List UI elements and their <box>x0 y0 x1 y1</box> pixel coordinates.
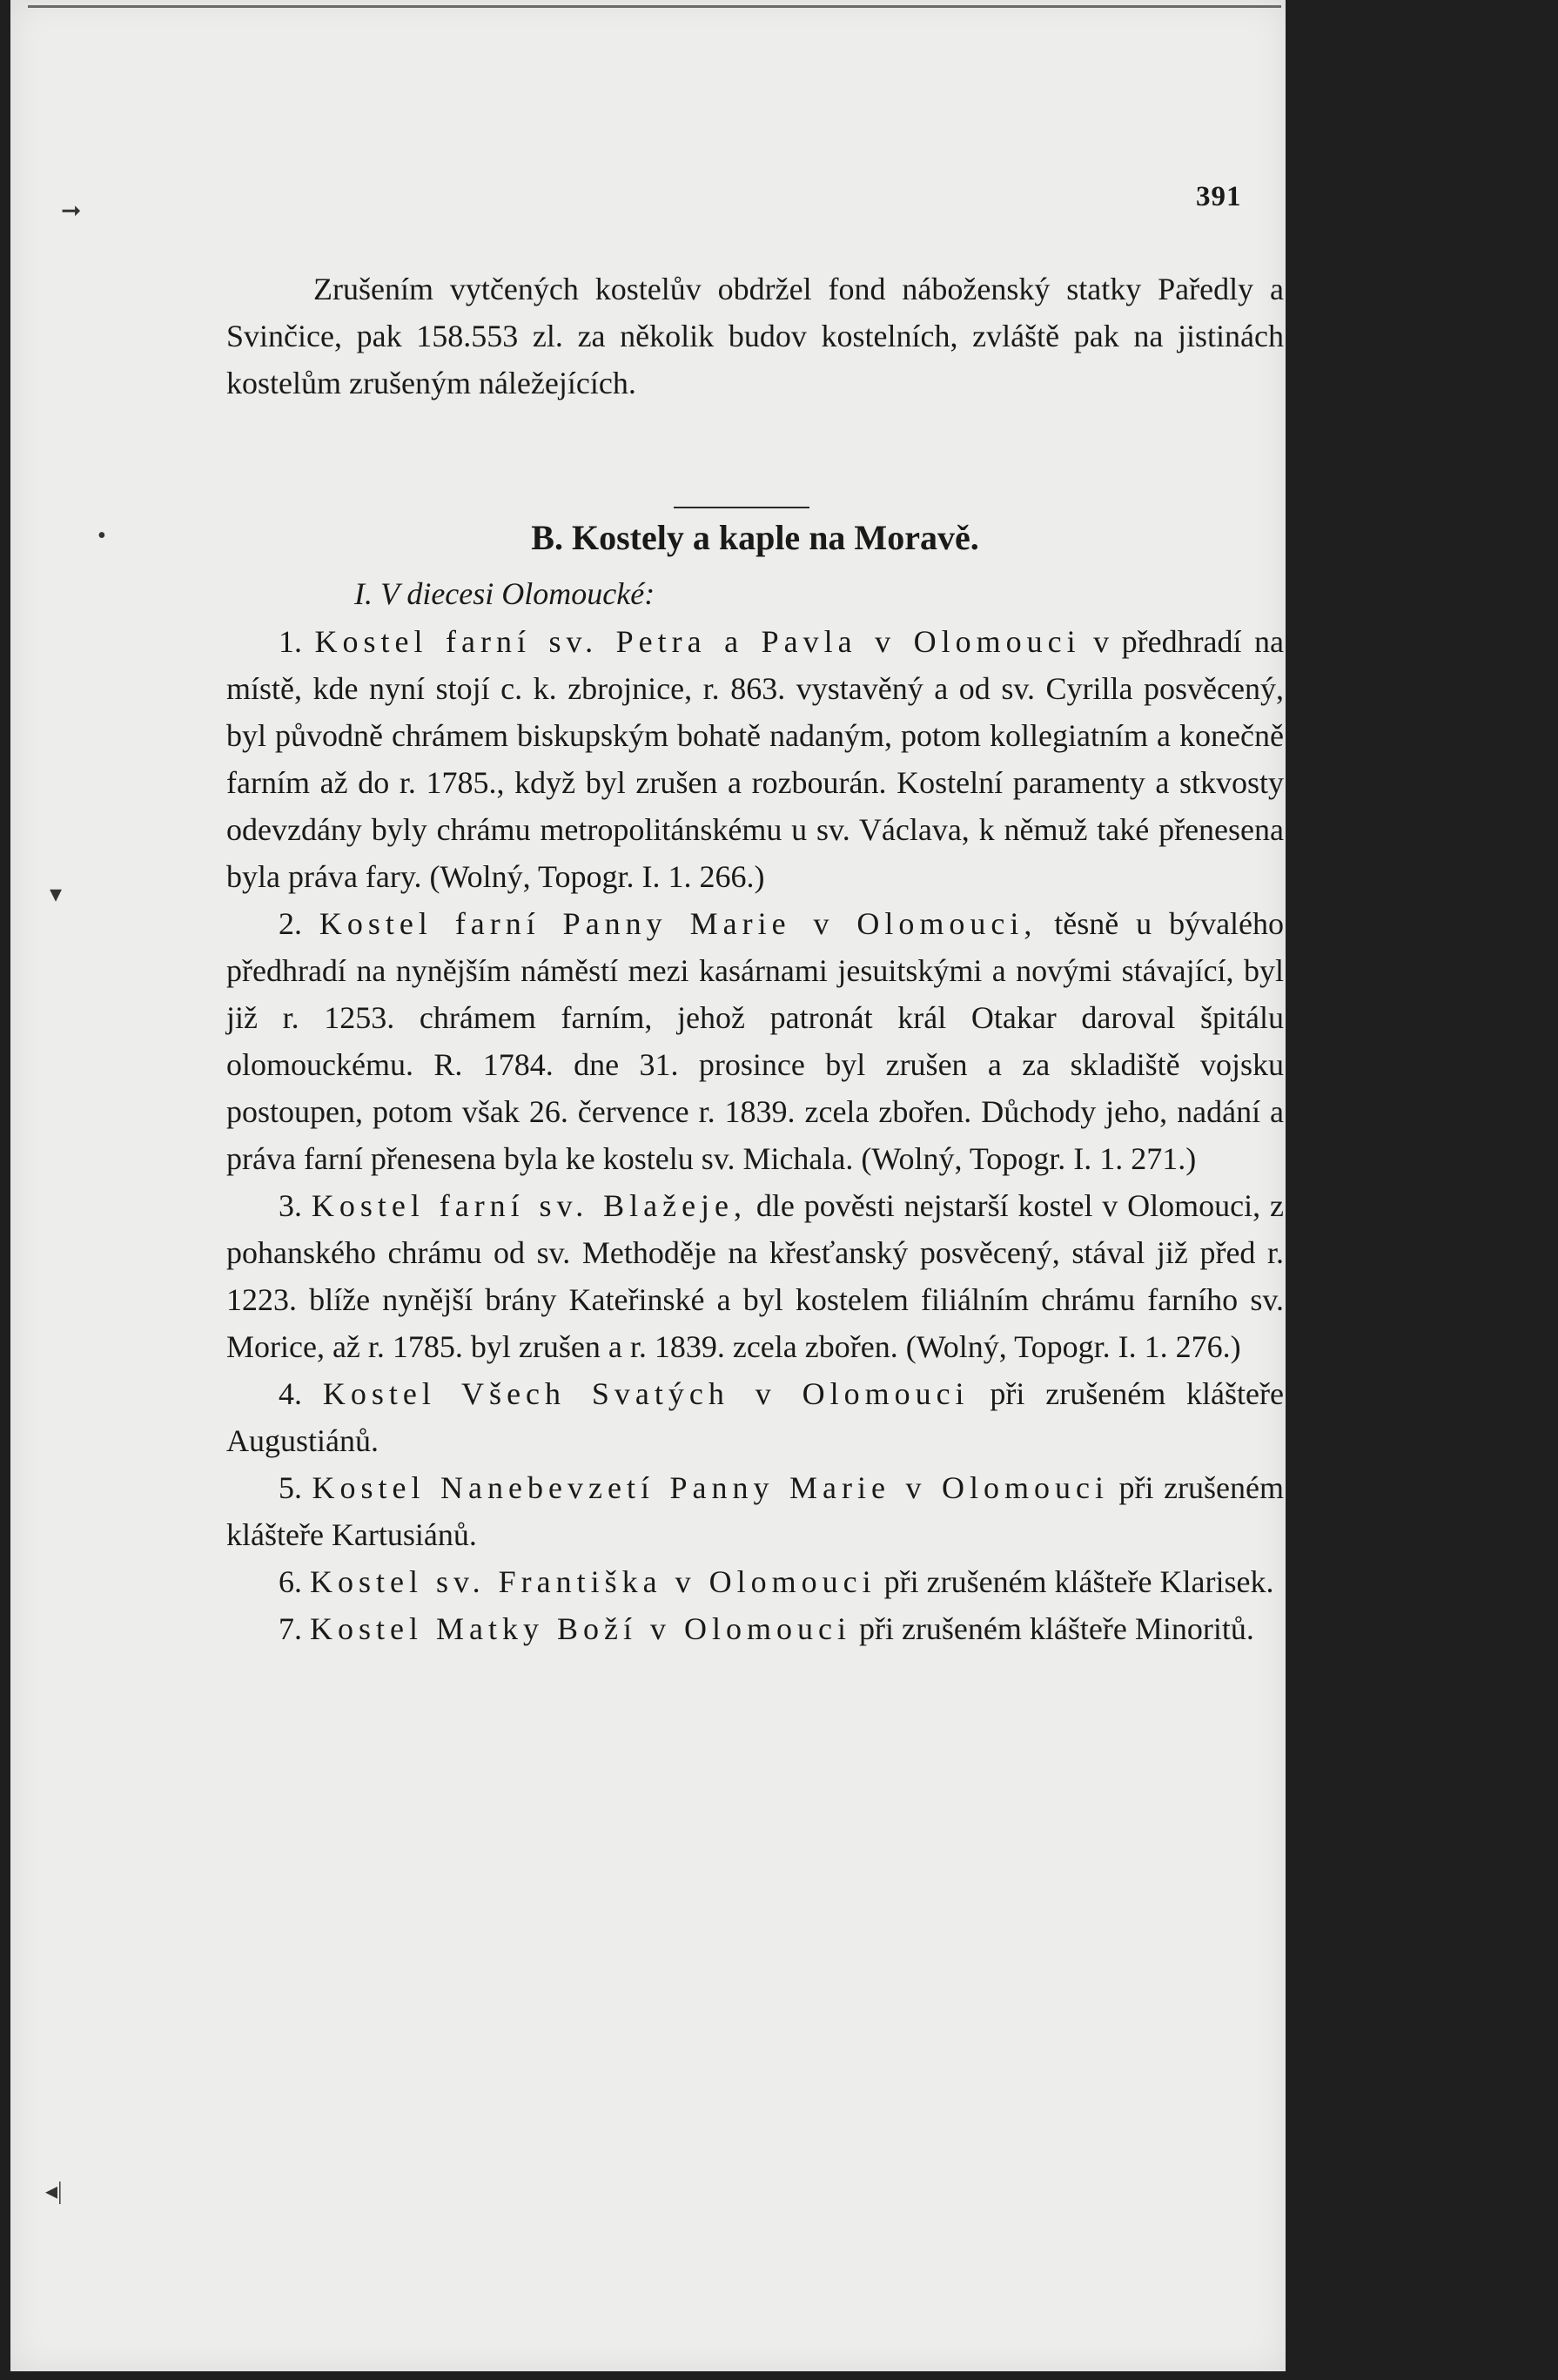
diocese-subheading: I. V diecesi Olomoucké: <box>354 576 655 611</box>
section-heading: B. Kostely a kaple na Moravě. <box>531 518 979 557</box>
entry-number: 6. <box>279 1564 302 1599</box>
entry-text: při zrušeném klášteře Augustiánů. <box>226 1376 1284 1458</box>
entry-1 <box>226 618 1284 900</box>
entry-number: 3. <box>279 1188 302 1223</box>
page-number: 391 <box>1196 181 1242 212</box>
margin-dot: • <box>97 522 106 549</box>
entry-3 <box>226 1182 1284 1370</box>
entry-number: 1. <box>279 624 302 659</box>
entry-text: při zrušeném klášteře Kartusiánů. <box>226 1470 1285 1552</box>
entry-number: 5. <box>279 1470 302 1505</box>
margin-mark: ➞ <box>61 198 82 225</box>
entry-number: 4. <box>279 1376 302 1411</box>
entry-church-name: Kostel farní sv. Blažeje, <box>311 1188 748 1223</box>
entry-6 <box>226 1558 1284 1605</box>
entry-church-name: Kostel Matky Boží v Olomouci <box>310 1611 851 1646</box>
top-rule <box>28 5 1281 8</box>
margin-mark: ▾ <box>50 881 63 908</box>
entry-text: těsně u bývalého předhradí na nynějším náměstí mezi kasárnami jesuitskými a novými stávající, byl již r. 1253. chrámem farním, jehož patronát král Otakar daroval špitálu olomouckému. R. 1784. dne 31. prosince byl zrušen a za skladiště vojsku postoupen, potom však 26. července r. 1839. zcela zbořen. Důchody jeho, nadání a práva farní přenesena byla ke kostelu sv. Michala. (Wolný, Topogr. I. 1. 271.) <box>226 906 1285 1176</box>
entry-church-name: Kostel Nanebevzetí Panny Marie v Olomouci <box>312 1470 1110 1505</box>
entry-5 <box>226 1464 1284 1558</box>
intro-paragraph: Zrušením vytčených kostelův obdržel fond náboženský statky Paředly a Svinčice, pak 158.553 zl. za několik budov kostelních, zvláště pak na jistinách kostelům zrušeným náležejících. <box>226 272 1284 400</box>
entry-2 <box>226 900 1284 1182</box>
entry-7 <box>226 1605 1284 1652</box>
entry-church-name: Kostel farní sv. Petra a Pavla v Olomouci <box>314 624 1081 659</box>
entry-list <box>226 618 1284 1652</box>
entry-4 <box>226 1370 1284 1464</box>
entry-church-name: Kostel farní Panny Marie v Olomouci, <box>319 906 1038 941</box>
entry-text: dle pověsti nejstarší kostel v Olomouci, z pohanského chrámu od sv. Methoděje na křesťanský posvěcený, stával již před r. 1223. blíže nynější brány Kateřinské a byl kostelem filiálním chrámu farního sv. Morice, až r. 1785. byl zrušen a r. 1839. zcela zbořen. (Wolný, Topogr. I. 1. 276.) <box>226 1188 1285 1364</box>
entry-church-name: Kostel sv. Františka v Olomouci <box>310 1564 876 1599</box>
entry-church-name: Kostel Všech Svatých v Olomouci <box>322 1376 970 1411</box>
entry-number: 2. <box>279 906 302 941</box>
margin-mark: ◂| <box>45 2178 63 2205</box>
entry-number: 7. <box>279 1611 302 1646</box>
entry-text: při zrušeném klášteře Klarisek. <box>883 1564 1274 1599</box>
book-page <box>10 0 1286 2371</box>
section-divider <box>674 507 809 508</box>
entry-text: v předhradí na místě, kde nyní stojí c. k. zbrojnice, r. 863. vystavěný a od sv. Cyrilla posvěcený, byl původně chrámem biskupským bohatě nadaným, potom kollegiatním a konečně farním až do r. 1785., když byl zrušen a rozbourán. Kostelní paramenty a stkvosty odevzdány byly chrámu metropolitánskému u sv. Václava, k němuž také přenesena byla práva fary. (Wolný, Topogr. I. 1. 266.) <box>226 624 1285 894</box>
entry-text: při zrušeném klášteře Minoritů. <box>858 1611 1254 1646</box>
